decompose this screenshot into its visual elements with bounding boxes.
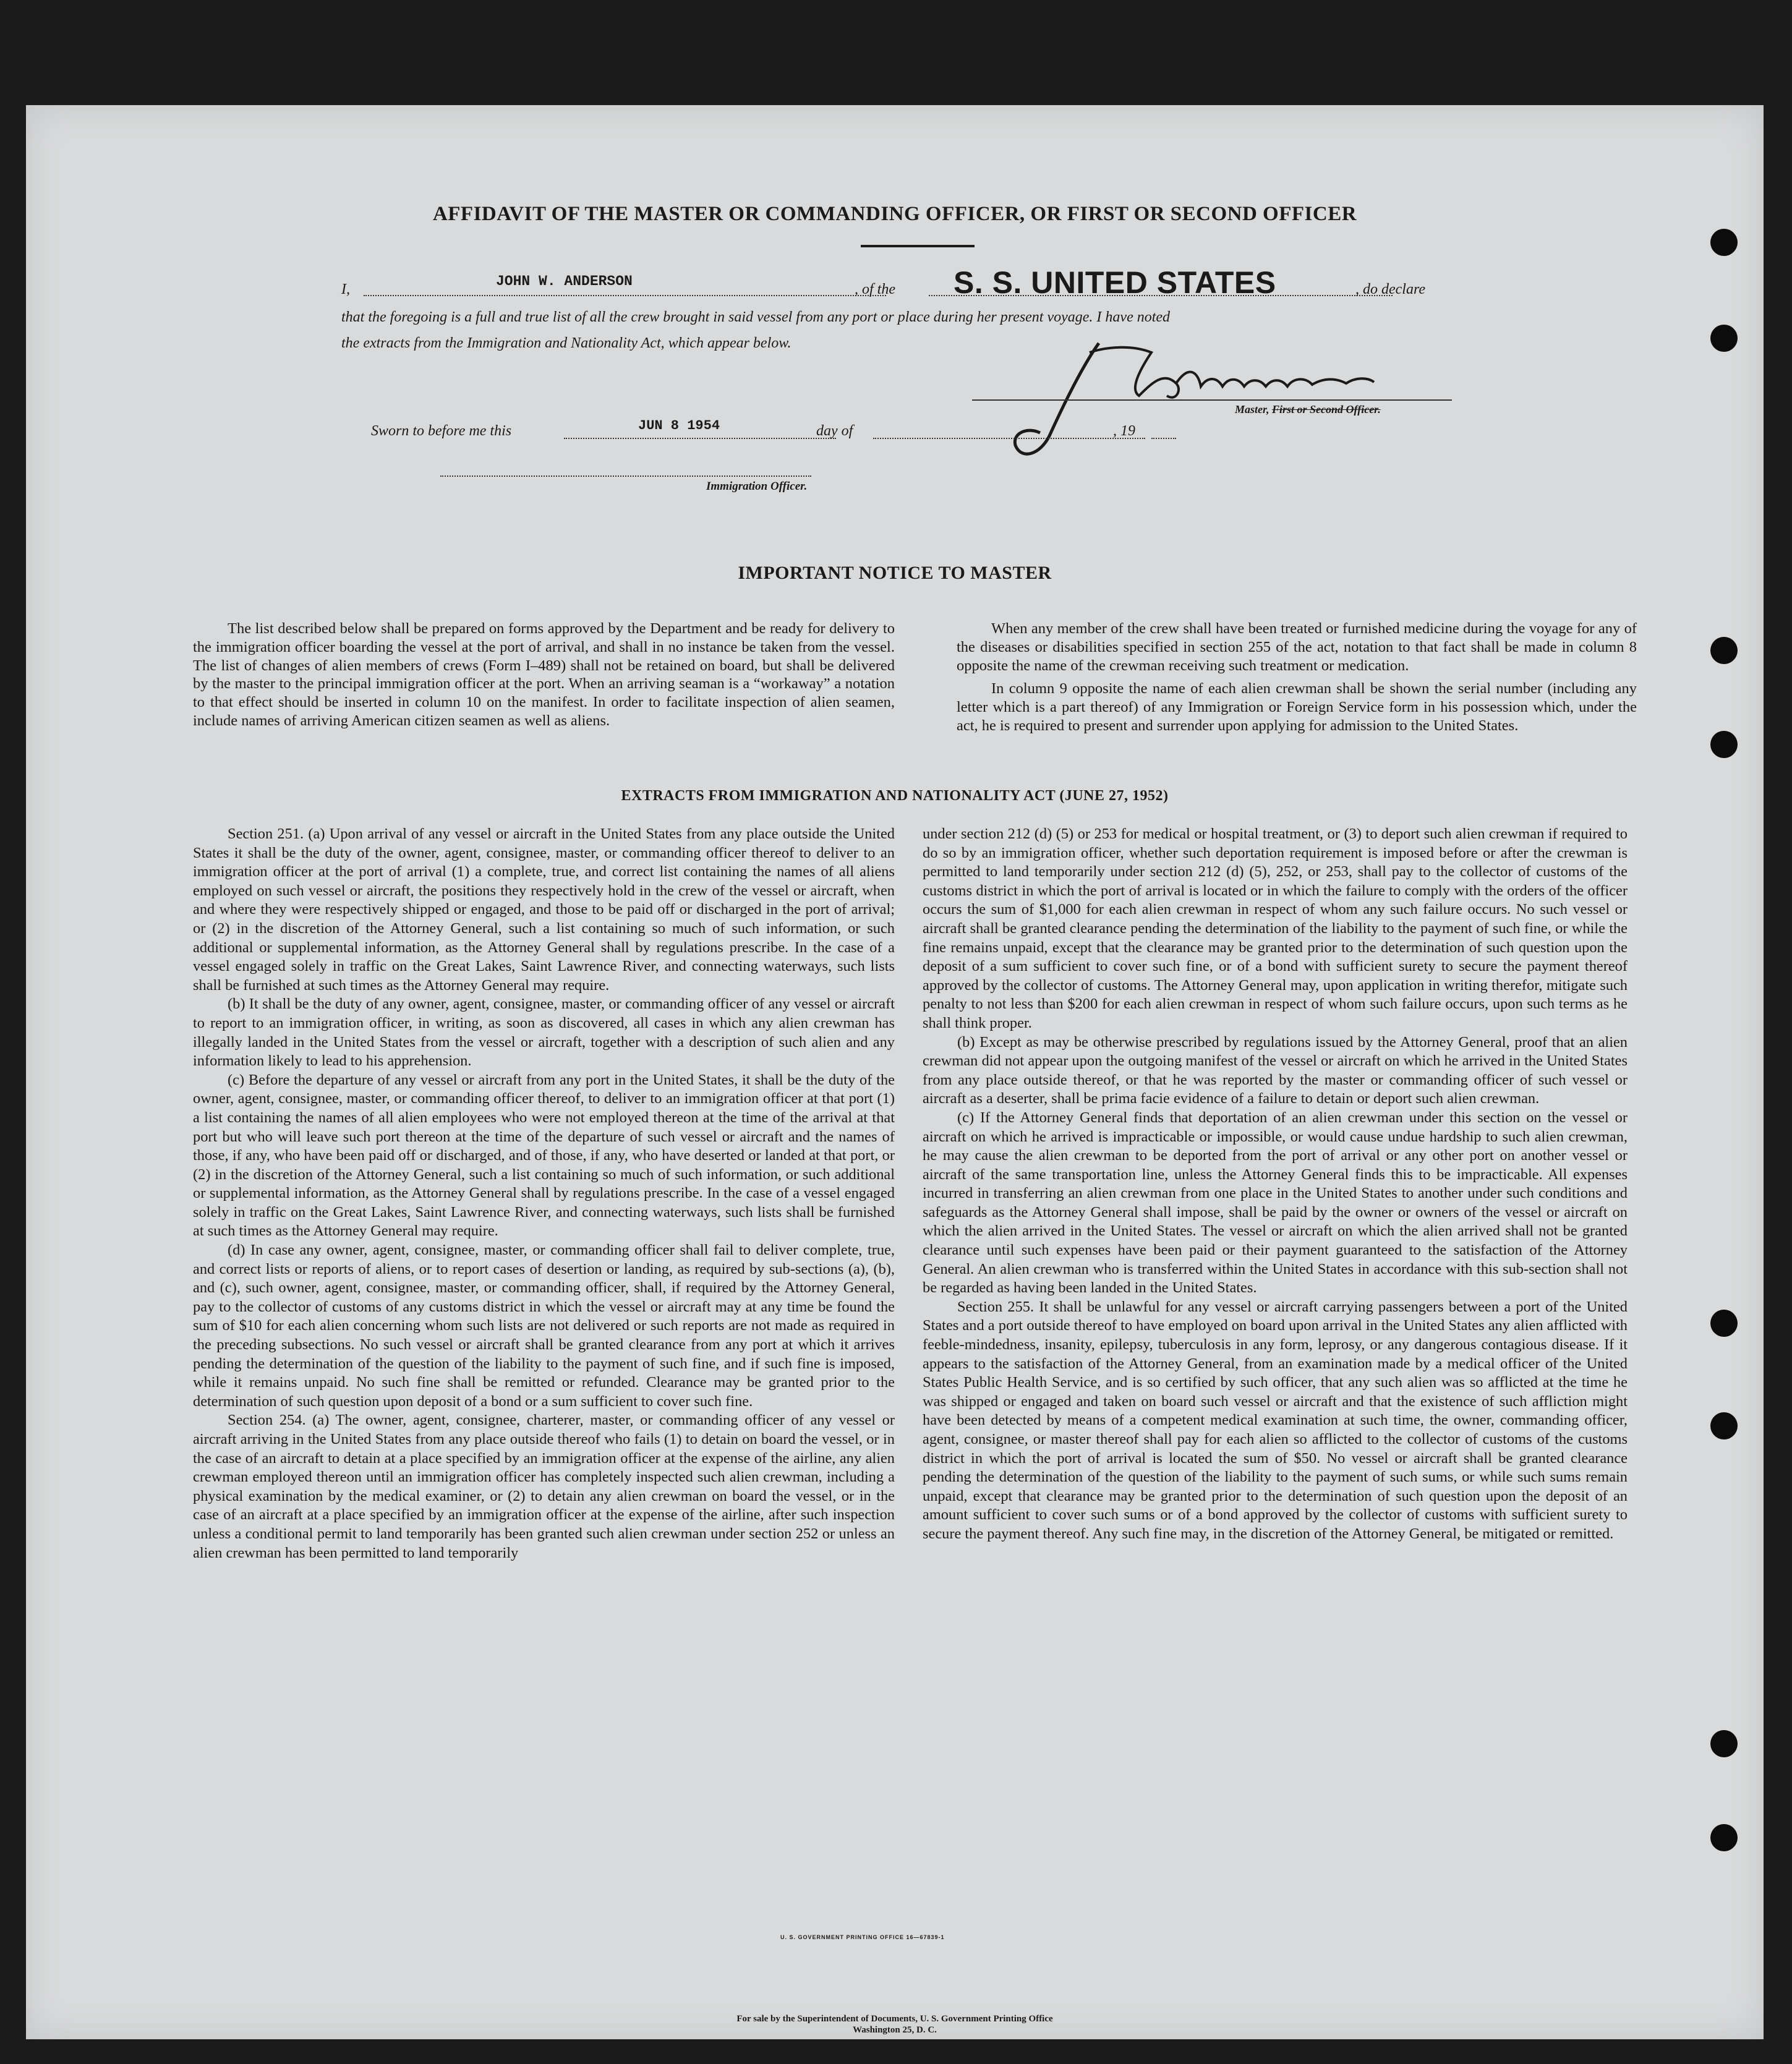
i-label: I, (341, 281, 350, 297)
name-line (364, 294, 886, 296)
declaration-line-1: that the foregoing is a full and true list of all the crew brought in said vessel from any port or place during her present voyage. I have noted (341, 309, 1171, 325)
binder-hole (1710, 229, 1738, 256)
do-declare-label: , do declare (1355, 281, 1426, 297)
extracts-right-column (923, 825, 1628, 1544)
binder-hole (1710, 325, 1738, 352)
act-paragraph: (c) If the Attorney General finds that deportation of an alien crewman under this section on the vessel or aircraft on which he arrived is impracticable or impossible, or would cause undue hardship to such alien crewman, he may cause the alien crewman to be deported from the port of arrival or any other port on another vessel or aircraft of the same transportation line, unless the Attorney General finds this to be impracticable. All expenses incurred in transferring an alien crewman from one place in the United States to another under such conditions and safeguards as the Attorney General shall impose, shall be paid by the owner or owners of the vessel or aircraft on which the alien arrived in the United States. The vessel or aircraft on which the alien arrived shall not be granted clearance until such expenses have been paid or their payment guaranteed to the satisfaction of the Attorney General. An alien crewman who is transferred within the United States in accordance with this sub-section shall not be regarded as having been landed in the United States. (923, 1109, 1628, 1297)
act-paragraph: (c) Before the departure of any vessel or aircraft from any port in the United States, it shall be the duty of the owner, agent, consignee, master, or commanding officer thereof, to deliver to an immigration officer at that port (1) a list containing the names of all alien employees who were not employed thereon at the time of the arrival at that port but who will leave such port thereon at the time of the departure of such vessel or aircraft and the names of those, if any, who have been paid off or discharged, and of those, if any, who have deserted or landed at that port, or (2) in the discretion of the Attorney General, such a list containing so much of such information, or such additional or supplemental information, as the Attorney General shall by regulations prescribe. In the case of a vessel engaged solely in traffic on the Great Lakes, Saint Lawrence River, and connecting waterways, such lists shall be furnished at such times as the Attorney General may require. (193, 1071, 895, 1240)
binder-hole (1710, 637, 1738, 664)
sale-line-2: Washington 25, D. C. (853, 2025, 937, 2035)
extracts-heading: EXTRACTS FROM IMMIGRATION AND NATIONALITY ACT (JUNE 27, 1952) (621, 788, 1169, 804)
notice-paragraph: In column 9 opposite the name of each alien crewman shall be shown the serial number (including any letter which is a part thereof) of any Immigration or Foreign Service form in his possession which, under the act, he is required to present and surrender upon applying for admission to the United States. (957, 680, 1637, 734)
sworn-date-stamp: JUN 8 1954 (638, 418, 720, 433)
extracts-left-column (193, 825, 895, 1563)
sworn-date-line (564, 437, 836, 439)
signature-line (972, 399, 1452, 401)
act-paragraph: (b) Except as may be otherwise prescribed by regulations issued by the Attorney General, proof that an alien crewman did not appear upon the outgoing manifest of the vessel or aircraft on which he arrived in the United States from any place outside thereof, or that he was reported by the master or commanding officer of such vessel or aircraft as a deserter, shall be prima facie evidence of a failure to detain or deport such alien crewman. (923, 1033, 1628, 1107)
act-paragraph: Section 255. It shall be unlawful for any vessel or aircraft carrying passengers between a port of the United States and a port outside thereof to have employed on board upon arrival in the United States any alien afflicted with feeble-mindedness, insanity, epilepsy, tuberculosis in any form, leprosy, or any dangerous contagious disease. If it appears to the satisfaction of the Attorney General, from an examination made by a medical officer of the United States Public Health Service, and is so certified by such officer, that any such alien was so afflicted at the time he was shipped or engaged and taken on board such vessel or aircraft and that the existence of such affliction might have been detected by means of a competent medical examination at such time, the owner, commanding officer, agent, consignee, or master thereof shall pay for each alien so afflicted to the collector of customs of the customs district in which the port of arrival is located the sum of $50. No vessel or aircraft shall be granted clearance pending the determination of the question of the liability to the payment of such sums, or while such sums remain unpaid, except that clearance may be granted prior to the determination of such question upon the deposit of an amount sufficient to cover such sums or of a bond approved by the collector of customs with sufficient surety to secure the payment thereof. Any such fine may, in the discretion of the Attorney General, be mitigated or remitted. (923, 1298, 1628, 1542)
master-signature (991, 328, 1436, 470)
binder-hole (1710, 1730, 1738, 1757)
document-page (26, 105, 1764, 2039)
officer-line (440, 474, 811, 477)
of-the-label: , of the (855, 281, 895, 297)
affidavit-title: AFFIDAVIT OF THE MASTER OR COMMANDING OFFICER, OR FIRST OR SECOND OFFICER (432, 203, 1357, 225)
notice-paragraph: When any member of the crew shall have been treated or furnished medicine during the voyage for any of the diseases or disabilities specified in section 255 of the act, notation to that fact shall be made in column 8 opposite the name of the crewman receiving such treatment or medication. (957, 620, 1637, 674)
year-label: , 19 (1113, 423, 1135, 439)
notice-left-column (193, 620, 895, 735)
month-line (873, 437, 1145, 439)
immigration-officer-label: Immigration Officer. (706, 480, 808, 493)
printing-office-line: U. S. GOVERNMENT PRINTING OFFICE 16—67839-1 (780, 1934, 945, 1940)
signer-caption: Master, First or Second Officer. (1235, 403, 1381, 416)
notice-heading: IMPORTANT NOTICE TO MASTER (738, 563, 1052, 583)
title-rule (861, 245, 975, 247)
year-line (1151, 437, 1176, 439)
sworn-label: Sworn to before me this (371, 423, 512, 439)
act-paragraph: (b) It shall be the duty of any owner, agent, consignee, master, or commanding officer of any vessel or aircraft to report to an immigration officer, in writing, as soon as discovered, all cases in which any alien crewman has illegally landed in the United States from the vessel or aircraft, together with a description of such alien and any information likely to lead to his apprehension. (193, 996, 895, 1070)
act-paragraph: under section 212 (d) (5) or 253 for medical or hospital treatment, or (3) to deport such alien crewman if required to do so by an immigration officer, whether such deportation requirement is imposed before or after the crewman is permitted to land temporarily under section 212 (d) (5), 252, or 253, shall pay to the collector of customs of the customs district in which the port of arrival is located or in which the failure to comply with the orders of the officer occurs the sum of $1,000 for each alien crewman in respect of whom any such failure occurs. No such vessel or aircraft shall be granted clearance pending the determination of the liability to the payment of such fine, or while the fine remains unpaid, except that the clearance may be granted prior to the determination of such question upon the deposit of a sum sufficient to cover such fine, or of a bond with sufficient surety to secure the payment thereof approved by the collector of customs. The Attorney General may, upon application in writing therefor, mitigate such penalty to not less than $200 for each alien crewman in respect of whom such failure occurs, upon such terms as he shall think proper. (923, 825, 1628, 1031)
binder-hole (1710, 1310, 1738, 1337)
struck-officer-title: First or Second Officer. (1272, 403, 1381, 416)
act-paragraph: Section 251. (a) Upon arrival of any vessel or aircraft in the United States from any place outside the United States it shall be the duty of the owner, agent, consignee, master, or commanding officer thereof to deliver to an immigration officer at the port of arrival (1) a complete, true, and correct list containing the names of all aliens employed on such vessel or aircraft, the positions they respectively hold in the crew of the vessel or aircraft, when and where they were respectively shipped or engaged, and those to be paid off or discharged in the port of arrival; or (2) in the discretion of the Attorney General, such a list containing so much of such information, or such additional or supplemental information, as the Attorney General shall by regulations prescribe. In the case of a vessel engaged solely in traffic on the Great Lakes, Saint Lawrence River, and connecting waterways, such lists shall be furnished at such times as the Attorney General may require. (193, 825, 895, 994)
vessel-name: S. S. UNITED STATES (954, 265, 1276, 300)
act-paragraph: (d) In case any owner, agent, consignee, master, or commanding officer shall fail to deliver complete, true, and correct lists or reports of aliens, or to report cases of desertion or landing, as required by sub-sections (a), (b), and (c), such owner, agent, consignee, master, or commanding officer, shall, if required by the Attorney General, pay to the collector of customs of any customs district in which the vessel or aircraft may at any time be found the sum of $10 for each alien concerning whom such lists are not delivered or such reports are not made as required in the preceding subsections. No such vessel or aircraft shall be granted clearance from any port at which it arrives pending the determination of the question of the liability to the payment of such fine, and if such fine is imposed, while it remains unpaid. No such fine shall be remitted or refunded. Clearance may be granted prior to the determination of such question upon deposit of a bond or a sum sufficient to cover such fine. (193, 1242, 895, 1410)
notice-right-column (957, 620, 1637, 740)
sale-line-1: For sale by the Superintendent of Documents, U. S. Government Printing Office (736, 2014, 1053, 2024)
declaration-line-2: the extracts from the Immigration and Nationality Act, which appear below. (341, 335, 791, 351)
binder-hole (1710, 1824, 1738, 1851)
day-of-label: day of (816, 423, 853, 439)
act-paragraph: Section 254. (a) The owner, agent, consignee, charterer, master, or commanding officer of any vessel or aircraft arriving in the United States from any place outside thereof who fails (1) to detain on board the vessel, or in the case of an aircraft to detain at a place specified by an immigration officer at the expense of the airline, any alien crewman employed thereon until an immigration officer has completely inspected such alien crewman, including a physical examination by the medical examiner, or (2) to detain any alien crewman on board the vessel, or in the case of an aircraft at a place specified by an immigration officer at the expense of the airline, after such inspection unless a conditional permit to land temporarily has been granted such alien crewman under section 252 or unless an alien crewman has been permitted to land temporarily (193, 1412, 895, 1561)
binder-hole (1710, 731, 1738, 758)
notice-paragraph: The list described below shall be prepared on forms approved by the Department and be ready for delivery to the immigration officer boarding the vessel at the port of arrival, and shall in no instance be taken from the vessel. The list of changes of alien members of crews (Form I–489) shall not be retained on board, but shall be delivered by the master to the principal immigration officer at the port. When an arriving seaman is a “workaway” a notation to that effect should be inserted in column 10 on the manifest. In order to facilitate inspection of alien seamen, include names of arriving American citizen seamen as well as aliens. (193, 620, 895, 729)
master-name: JOHN W. ANDERSON (496, 273, 633, 289)
binder-hole (1710, 1412, 1738, 1439)
